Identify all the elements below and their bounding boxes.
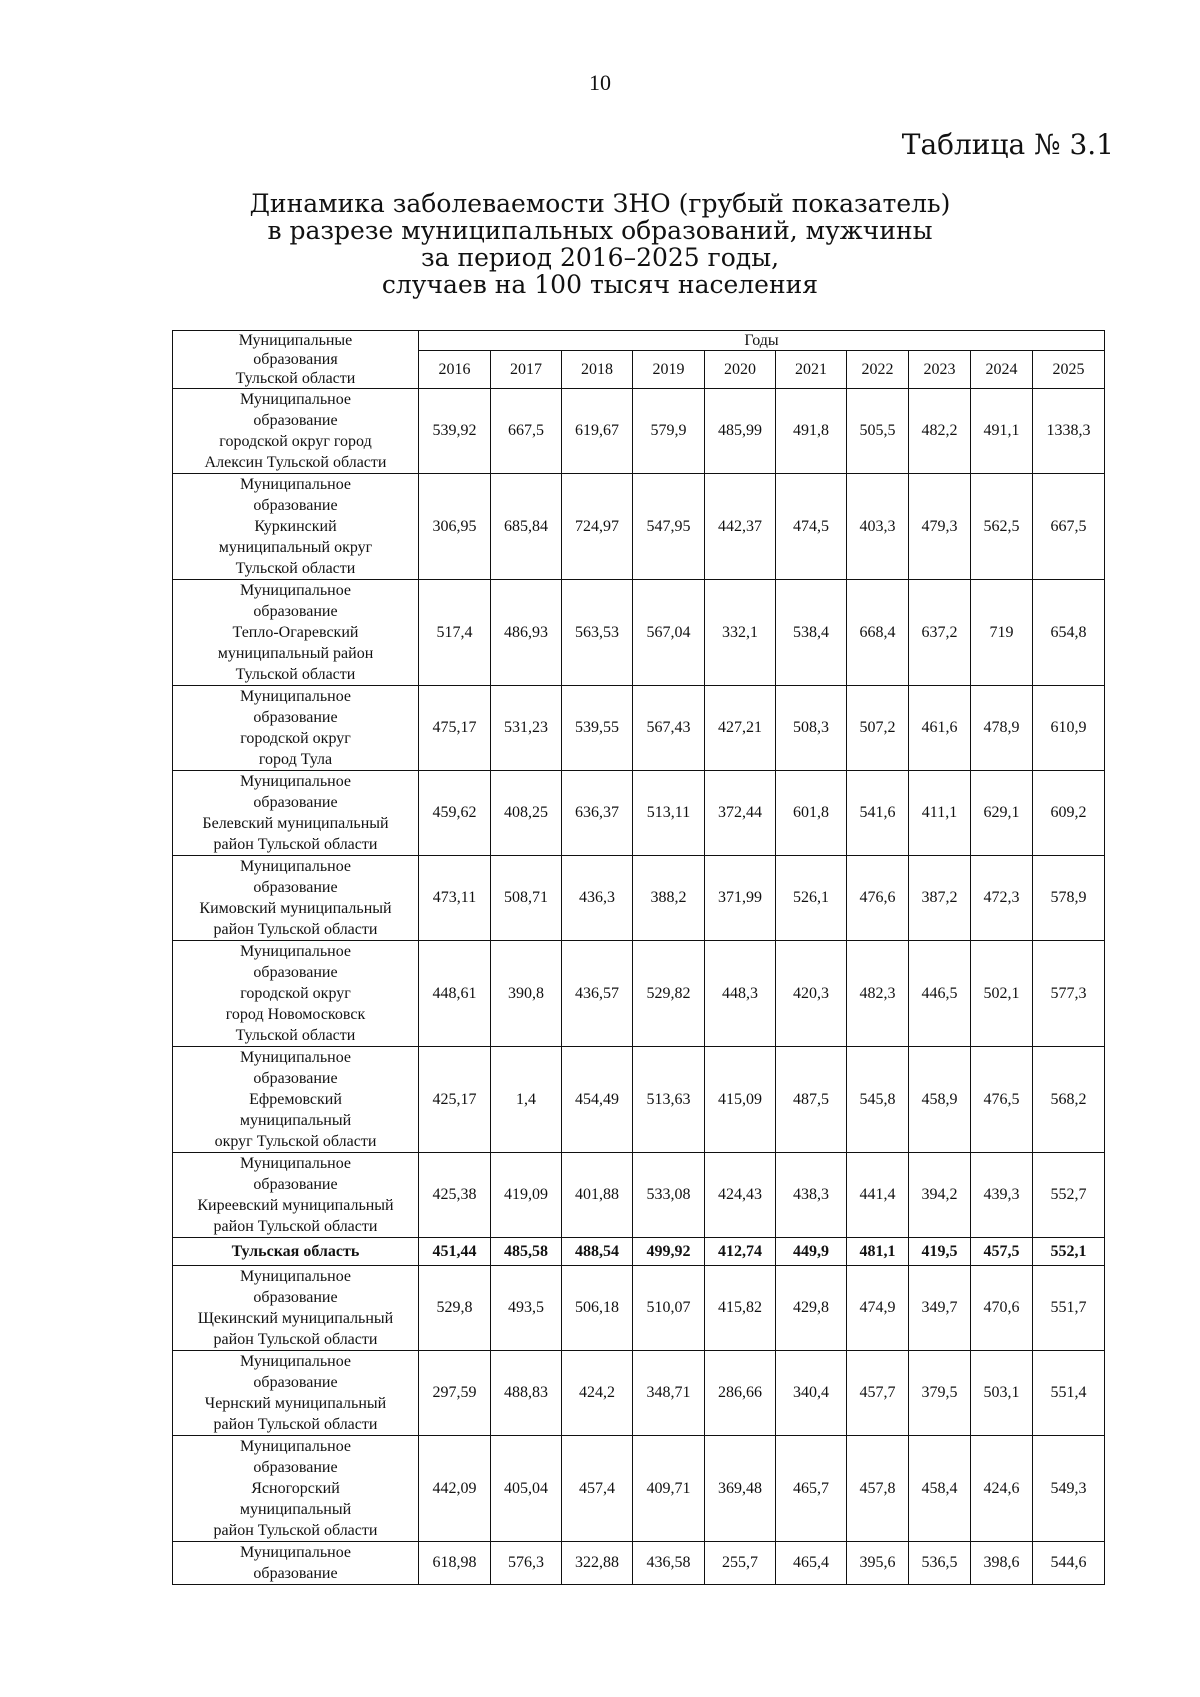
value-cell: 577,3 xyxy=(1033,941,1105,1047)
title-line: случаев на 100 тысяч населения xyxy=(381,270,819,299)
value-cell: 1338,3 xyxy=(1033,389,1105,474)
municipality-name-line: муниципальный xyxy=(239,1501,352,1518)
value-cell: 562,5 xyxy=(971,474,1033,580)
municipality-name-line: Тульской области xyxy=(235,666,356,683)
municipality-name-line: Киреевский муниципальный xyxy=(197,1197,394,1214)
value-cell: 424,6 xyxy=(971,1436,1033,1542)
municipality-name-line: район Тульской области xyxy=(213,1331,378,1348)
value-cell: 286,66 xyxy=(705,1351,776,1436)
table-row xyxy=(173,389,1105,474)
value-cell: 408,25 xyxy=(491,771,562,856)
header-year-2020: 2020 xyxy=(705,351,776,389)
value-cell: 449,9 xyxy=(776,1238,847,1266)
value-cell: 332,1 xyxy=(705,580,776,686)
value-cell: 491,1 xyxy=(971,389,1033,474)
value-cell: 637,2 xyxy=(909,580,971,686)
value-cell: 667,5 xyxy=(1033,474,1105,580)
municipality-name-line: образование xyxy=(253,412,338,429)
value-cell: 619,67 xyxy=(562,389,633,474)
value-cell: 567,43 xyxy=(633,686,705,771)
value-cell: 529,82 xyxy=(633,941,705,1047)
municipality-name-line: муниципальный округ xyxy=(218,539,373,556)
municipality-name-line: Кимовский муниципальный xyxy=(199,900,392,917)
value-cell: 482,3 xyxy=(847,941,909,1047)
value-cell: 297,59 xyxy=(419,1351,491,1436)
header-year-2018: 2018 xyxy=(562,351,633,389)
value-cell: 536,5 xyxy=(909,1542,971,1585)
value-cell: 503,1 xyxy=(971,1351,1033,1436)
value-cell: 475,17 xyxy=(419,686,491,771)
municipality-name xyxy=(173,1238,419,1266)
value-cell: 476,6 xyxy=(847,856,909,941)
value-cell: 403,3 xyxy=(847,474,909,580)
municipality-name-line: Тульская область xyxy=(231,1243,360,1260)
municipality-name xyxy=(173,1153,419,1238)
value-cell: 436,57 xyxy=(562,941,633,1047)
value-cell: 481,1 xyxy=(847,1238,909,1266)
municipality-name-line: район Тульской области xyxy=(213,1218,378,1235)
table-body xyxy=(173,389,1105,1585)
municipality-name-line: Белевский муниципальный xyxy=(202,815,389,832)
value-cell: 579,9 xyxy=(633,389,705,474)
value-cell: 487,5 xyxy=(776,1047,847,1153)
value-cell: 472,3 xyxy=(971,856,1033,941)
value-cell: 387,2 xyxy=(909,856,971,941)
municipality-name xyxy=(173,580,419,686)
municipality-name-line: Ефремовский xyxy=(249,1091,342,1108)
municipality-name-line: Муниципальное xyxy=(239,688,352,705)
value-cell: 457,7 xyxy=(847,1351,909,1436)
municipality-name-line: городской округ xyxy=(240,730,351,747)
value-cell: 427,21 xyxy=(705,686,776,771)
value-cell: 470,6 xyxy=(971,1266,1033,1351)
value-cell: 409,71 xyxy=(633,1436,705,1542)
value-cell: 425,17 xyxy=(419,1047,491,1153)
value-cell: 667,5 xyxy=(491,389,562,474)
municipality-name-line: Тульской области xyxy=(235,1027,356,1044)
value-cell: 369,48 xyxy=(705,1436,776,1542)
value-cell: 539,55 xyxy=(562,686,633,771)
value-cell: 442,09 xyxy=(419,1436,491,1542)
header-year-2021: 2021 xyxy=(776,351,847,389)
value-cell: 415,09 xyxy=(705,1047,776,1153)
value-cell: 371,99 xyxy=(705,856,776,941)
value-cell: 476,5 xyxy=(971,1047,1033,1153)
value-cell: 531,23 xyxy=(491,686,562,771)
value-cell: 388,2 xyxy=(633,856,705,941)
value-cell: 502,1 xyxy=(971,941,1033,1047)
header-year-2025: 2025 xyxy=(1033,351,1105,389)
header-municipality xyxy=(173,331,419,389)
value-cell: 505,5 xyxy=(847,389,909,474)
title-line: за период 2016–2025 годы, xyxy=(420,243,780,272)
header-year-2016: 2016 xyxy=(419,351,491,389)
municipality-name xyxy=(173,1047,419,1153)
municipality-name-line: Муниципальное xyxy=(239,1353,352,1370)
value-cell: 482,2 xyxy=(909,389,971,474)
municipality-name-line: образование xyxy=(253,1070,338,1087)
table-row xyxy=(173,856,1105,941)
value-cell: 488,83 xyxy=(491,1351,562,1436)
table-row xyxy=(173,474,1105,580)
value-cell: 547,95 xyxy=(633,474,705,580)
value-cell: 255,7 xyxy=(705,1542,776,1585)
value-cell: 442,37 xyxy=(705,474,776,580)
title-line: Динамика заболеваемости ЗНО (грубый показатель) xyxy=(249,189,951,218)
value-cell: 488,54 xyxy=(562,1238,633,1266)
value-cell: 448,3 xyxy=(705,941,776,1047)
municipality-name-line: Муниципальное xyxy=(239,1438,352,1455)
value-cell: 322,88 xyxy=(562,1542,633,1585)
header-year-2019: 2019 xyxy=(633,351,705,389)
table-title xyxy=(0,190,1200,298)
header-years-label: Годы xyxy=(419,331,1105,351)
municipality-name xyxy=(173,1266,419,1351)
value-cell: 668,4 xyxy=(847,580,909,686)
value-cell: 538,4 xyxy=(776,580,847,686)
municipality-name-line: Куркинский xyxy=(254,518,337,535)
value-cell: 451,44 xyxy=(419,1238,491,1266)
municipality-name-line: Муниципальное xyxy=(239,476,352,493)
value-cell: 439,3 xyxy=(971,1153,1033,1238)
value-cell: 424,43 xyxy=(705,1153,776,1238)
table-row xyxy=(173,941,1105,1047)
table-row xyxy=(173,771,1105,856)
value-cell: 610,9 xyxy=(1033,686,1105,771)
value-cell: 419,09 xyxy=(491,1153,562,1238)
value-cell: 533,08 xyxy=(633,1153,705,1238)
value-cell: 485,58 xyxy=(491,1238,562,1266)
municipality-name-line: образование xyxy=(253,794,338,811)
value-cell: 398,6 xyxy=(971,1542,1033,1585)
value-cell: 552,7 xyxy=(1033,1153,1105,1238)
value-cell: 724,97 xyxy=(562,474,633,580)
value-cell: 436,3 xyxy=(562,856,633,941)
municipality-name xyxy=(173,941,419,1047)
header-year-2024: 2024 xyxy=(971,351,1033,389)
municipality-name-line: Алексин Тульской области xyxy=(204,454,387,471)
incidence-table xyxy=(172,330,1105,1585)
municipality-name xyxy=(173,856,419,941)
table-row xyxy=(173,1153,1105,1238)
value-cell: 465,4 xyxy=(776,1542,847,1585)
municipality-name-line: Муниципальное xyxy=(239,1544,352,1561)
value-cell: 601,8 xyxy=(776,771,847,856)
value-cell: 636,37 xyxy=(562,771,633,856)
value-cell: 508,71 xyxy=(491,856,562,941)
municipality-name-line: Муниципальное xyxy=(239,943,352,960)
municipality-name-line: Муниципальное xyxy=(239,582,352,599)
header-year-2022: 2022 xyxy=(847,351,909,389)
header-year-2017: 2017 xyxy=(491,351,562,389)
value-cell: 526,1 xyxy=(776,856,847,941)
header-municipality-line: Тульской области xyxy=(235,370,356,387)
municipality-name-line: Щекинский муниципальный xyxy=(197,1310,394,1327)
municipality-name xyxy=(173,771,419,856)
table-row xyxy=(173,1542,1105,1585)
value-cell: 529,8 xyxy=(419,1266,491,1351)
municipality-name-line: образование xyxy=(253,1289,338,1306)
municipality-name-line: городской округ xyxy=(240,985,351,1002)
value-cell: 499,92 xyxy=(633,1238,705,1266)
value-cell: 425,38 xyxy=(419,1153,491,1238)
value-cell: 551,7 xyxy=(1033,1266,1105,1351)
municipality-name-line: город Новомосковск xyxy=(225,1006,366,1023)
value-cell: 438,3 xyxy=(776,1153,847,1238)
municipality-name-line: Тульской области xyxy=(235,560,356,577)
value-cell: 618,98 xyxy=(419,1542,491,1585)
value-cell: 415,82 xyxy=(705,1266,776,1351)
header-municipality-line: Муниципальные xyxy=(238,332,353,349)
municipality-name-line: муниципальный район xyxy=(217,645,374,662)
value-cell: 372,44 xyxy=(705,771,776,856)
municipality-name-line: образование xyxy=(253,709,338,726)
value-cell: 454,49 xyxy=(562,1047,633,1153)
value-cell: 379,5 xyxy=(909,1351,971,1436)
value-cell: 474,9 xyxy=(847,1266,909,1351)
value-cell: 517,4 xyxy=(419,580,491,686)
value-cell: 411,1 xyxy=(909,771,971,856)
value-cell: 348,71 xyxy=(633,1351,705,1436)
municipality-name-line: образование xyxy=(253,603,338,620)
municipality-name-line: образование xyxy=(253,964,338,981)
value-cell: 685,84 xyxy=(491,474,562,580)
table-row xyxy=(173,686,1105,771)
table-row xyxy=(173,1351,1105,1436)
value-cell: 513,63 xyxy=(633,1047,705,1153)
value-cell: 405,04 xyxy=(491,1436,562,1542)
value-cell: 478,9 xyxy=(971,686,1033,771)
value-cell: 461,6 xyxy=(909,686,971,771)
table-row xyxy=(173,1436,1105,1542)
value-cell: 609,2 xyxy=(1033,771,1105,856)
value-cell: 508,3 xyxy=(776,686,847,771)
municipality-name-line: городской округ город xyxy=(219,433,372,450)
municipality-name-line: образование xyxy=(253,1176,338,1193)
title-line: в разрезе муниципальных образований, мужчины xyxy=(267,216,933,245)
municipality-name xyxy=(173,1542,419,1585)
value-cell: 458,9 xyxy=(909,1047,971,1153)
municipality-name-line: Муниципальное xyxy=(239,1049,352,1066)
value-cell: 506,18 xyxy=(562,1266,633,1351)
value-cell: 401,88 xyxy=(562,1153,633,1238)
value-cell: 563,53 xyxy=(562,580,633,686)
municipality-name-line: Ясногорский xyxy=(251,1480,340,1497)
municipality-name xyxy=(173,474,419,580)
header-municipality-line: образования xyxy=(253,351,338,368)
value-cell: 457,4 xyxy=(562,1436,633,1542)
value-cell: 420,3 xyxy=(776,941,847,1047)
municipality-name xyxy=(173,686,419,771)
municipality-name-line: образование xyxy=(253,497,338,514)
value-cell: 513,11 xyxy=(633,771,705,856)
value-cell: 567,04 xyxy=(633,580,705,686)
municipality-name-line: район Тульской области xyxy=(213,921,378,938)
value-cell: 458,4 xyxy=(909,1436,971,1542)
municipality-name-line: Муниципальное xyxy=(239,391,352,408)
value-cell: 474,5 xyxy=(776,474,847,580)
value-cell: 551,4 xyxy=(1033,1351,1105,1436)
value-cell: 349,7 xyxy=(909,1266,971,1351)
table-row xyxy=(173,580,1105,686)
value-cell: 448,61 xyxy=(419,941,491,1047)
value-cell: 545,8 xyxy=(847,1047,909,1153)
municipality-name-line: Тепло-Огаревский xyxy=(232,624,359,641)
value-cell: 446,5 xyxy=(909,941,971,1047)
value-cell: 479,3 xyxy=(909,474,971,580)
municipality-name-line: Муниципальное xyxy=(239,1268,352,1285)
value-cell: 486,93 xyxy=(491,580,562,686)
value-cell: 459,62 xyxy=(419,771,491,856)
municipality-name xyxy=(173,389,419,474)
value-cell: 539,92 xyxy=(419,389,491,474)
municipality-name xyxy=(173,1436,419,1542)
value-cell: 306,95 xyxy=(419,474,491,580)
value-cell: 552,1 xyxy=(1033,1238,1105,1266)
value-cell: 457,8 xyxy=(847,1436,909,1542)
value-cell: 578,9 xyxy=(1033,856,1105,941)
municipality-name-line: Муниципальное xyxy=(239,858,352,875)
value-cell: 441,4 xyxy=(847,1153,909,1238)
value-cell: 457,5 xyxy=(971,1238,1033,1266)
municipality-name-line: Чернский муниципальный xyxy=(204,1395,387,1412)
value-cell: 510,07 xyxy=(633,1266,705,1351)
municipality-name-line: город Тула xyxy=(258,751,333,768)
value-cell: 576,3 xyxy=(491,1542,562,1585)
municipality-name-line: округ Тульской области xyxy=(214,1133,377,1150)
value-cell: 395,6 xyxy=(847,1542,909,1585)
municipality-name-line: образование xyxy=(253,1459,338,1476)
municipality-name-line: образование xyxy=(253,879,338,896)
municipality-name-line: Муниципальное xyxy=(239,1155,352,1172)
value-cell: 419,5 xyxy=(909,1238,971,1266)
municipality-name-line: образование xyxy=(253,1374,338,1391)
value-cell: 340,4 xyxy=(776,1351,847,1436)
table-row xyxy=(173,1047,1105,1153)
municipality-name-line: Муниципальное xyxy=(239,773,352,790)
table-row xyxy=(173,1266,1105,1351)
value-cell: 507,2 xyxy=(847,686,909,771)
page-number: 10 xyxy=(589,70,611,95)
municipality-name-line: образование xyxy=(253,1565,338,1582)
value-cell: 629,1 xyxy=(971,771,1033,856)
value-cell: 465,7 xyxy=(776,1436,847,1542)
municipality-name-line: район Тульской области xyxy=(213,1522,378,1539)
value-cell: 544,6 xyxy=(1033,1542,1105,1585)
municipality-name xyxy=(173,1351,419,1436)
value-cell: 394,2 xyxy=(909,1153,971,1238)
value-cell: 491,8 xyxy=(776,389,847,474)
value-cell: 654,8 xyxy=(1033,580,1105,686)
value-cell: 424,2 xyxy=(562,1351,633,1436)
value-cell: 541,6 xyxy=(847,771,909,856)
value-cell: 436,58 xyxy=(633,1542,705,1585)
value-cell: 412,74 xyxy=(705,1238,776,1266)
value-cell: 493,5 xyxy=(491,1266,562,1351)
value-cell: 549,3 xyxy=(1033,1436,1105,1542)
value-cell: 390,8 xyxy=(491,941,562,1047)
municipality-name-line: район Тульской области xyxy=(213,836,378,853)
value-cell: 473,11 xyxy=(419,856,491,941)
value-cell: 568,2 xyxy=(1033,1047,1105,1153)
value-cell: 719 xyxy=(971,580,1033,686)
municipality-name-line: район Тульской области xyxy=(213,1416,378,1433)
header-year-2023: 2023 xyxy=(909,351,971,389)
table-row xyxy=(173,1238,1105,1266)
municipality-name-line: муниципальный xyxy=(239,1112,352,1129)
value-cell: 1,4 xyxy=(491,1047,562,1153)
table-label: Таблица № 3.1 xyxy=(901,128,1114,161)
value-cell: 485,99 xyxy=(705,389,776,474)
value-cell: 429,8 xyxy=(776,1266,847,1351)
